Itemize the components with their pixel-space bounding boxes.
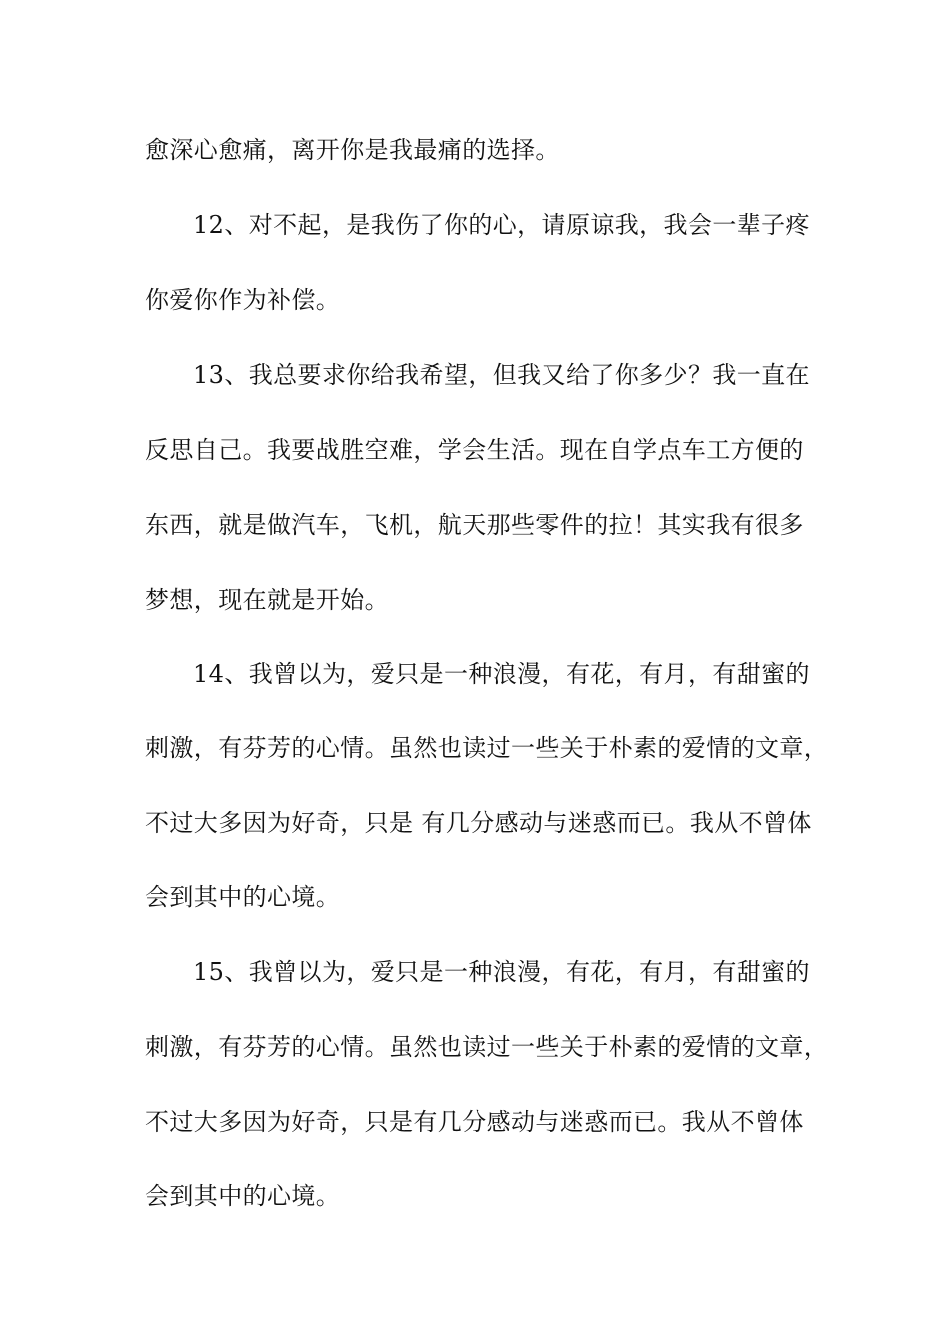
text-line: 会到其中的心境。 <box>145 883 341 911</box>
text-line: 梦想，现在就是开始。 <box>145 586 389 614</box>
paragraph-13-start: 13、我总要求你给我希望，但我又给了你多少？我一直在 <box>193 361 810 389</box>
text-line: 愈深心愈痛，离开你是我最痛的选择。 <box>145 136 560 164</box>
text-line: 刺激，有芬芳的心情。虽然也读过一些关于朴素的爱情的文章， <box>145 1033 829 1061</box>
paragraph-12-start: 12、对不起，是我伤了你的心，请原谅我，我会一辈子疼 <box>193 211 810 239</box>
paragraph-15-start: 15、我曾以为，爱只是一种浪漫，有花，有月，有甜蜜的 <box>193 958 810 986</box>
text-line: 东西，就是做汽车，飞机，航天那些零件的拉！其实我有很多 <box>145 511 804 539</box>
paragraph-14-start: 14、我曾以为，爱只是一种浪漫，有花，有月，有甜蜜的 <box>193 660 810 688</box>
text-line: 会到其中的心境。 <box>145 1182 341 1210</box>
text-line: 不过大多因为好奇，只是 有几分感动与迷惑而已。我从不曾体 <box>145 809 812 837</box>
text-line: 刺激，有芬芳的心情。虽然也读过一些关于朴素的爱情的文章， <box>145 734 829 762</box>
text-line: 反思自己。我要战胜空难，学会生活。现在自学点车工方便的 <box>145 436 804 464</box>
text-line: 不过大多因为好奇，只是有几分感动与迷惑而已。我从不曾体 <box>145 1108 804 1136</box>
text-line: 你爱你作为补偿。 <box>145 286 341 314</box>
